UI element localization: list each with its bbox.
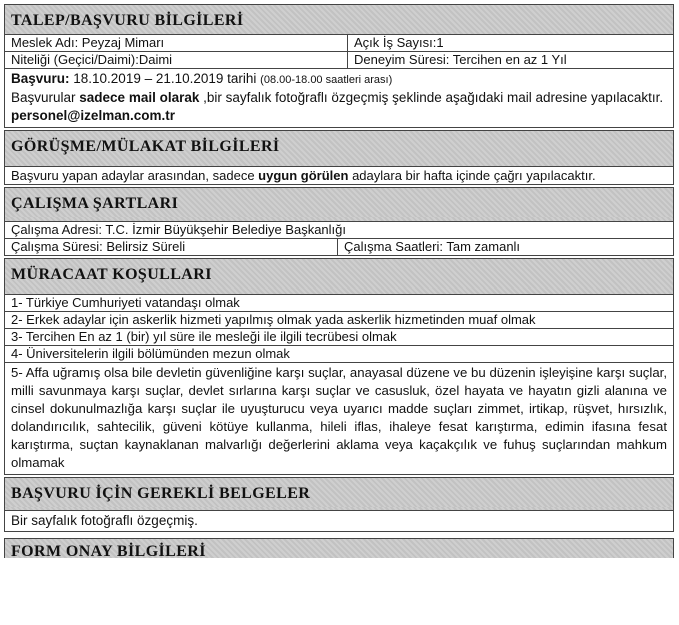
basvuru-info [5,69,673,127]
deneyim-suresi: Deneyim Süresi: Tercihen en az 1 Yıl [354,52,567,67]
section-header-talep: TALEP/BAŞVURU BİLGİLERİ [4,4,674,34]
gorusme-text [5,167,673,184]
section-header-form-onay: FORM ONAY BİLGİLERİ [4,538,674,558]
talep-box [4,34,674,128]
calisma-box [4,221,674,256]
basvuru-instructions [11,89,667,107]
instr-text-2: ,bir sayfalık fotoğraflı özgeçmiş şeklinde aşağıdaki mail adresine yapılacaktır. [199,90,664,105]
section-header-calisma: ÇALIŞMA ŞARTLARI [4,187,674,217]
gorusme-text-1: Başvuru yapan adaylar arasından, sadece [11,168,259,183]
calisma-saatleri: Çalışma Saatleri: Tam zamanlı [344,239,521,254]
condition-4: 4- Üniversitelerin ilgili bölümünden mezun olmak [5,346,673,363]
instr-text-1: Başvurular [11,90,80,105]
belgeler-text: Bir sayfalık fotoğraflı özgeçmiş. [11,513,198,528]
section-header-gorusme: GÖRÜŞME/MÜLAKAT BİLGİLERİ [4,130,674,160]
basvuru-hours: (08.00-18.00 saatleri arası) [260,74,393,86]
condition-1: 1- Türkiye Cumhuriyeti vatandaşı olmak [5,295,673,312]
talep-row-1 [5,35,673,52]
acik-is-sayisi: Açık İş Sayısı:1 [354,35,444,50]
niteligi: Niteliği (Geçici/Daimi):Daimi [5,52,348,68]
calisma-suresi: Çalışma Süresi: Belirsiz Süreli [5,239,338,255]
job-posting-form [4,4,674,558]
talep-row-2 [5,52,673,69]
condition-2: 2- Erkek adaylar için askerlik hizmeti yapılmış olmak yada askerlik hizmetinden muaf olmak [5,312,673,329]
basvuru-label: Başvuru: [11,71,70,86]
calisma-adresi: Çalışma Adresi: T.C. İzmir Büyükşehir Belediye Başkanlığı [11,222,347,237]
email-address[interactable]: personel@izelman.com.tr [11,108,175,123]
muracaat-box [4,294,674,475]
calisma-row-2 [5,239,673,255]
gorusme-text-bold: uygun görülen [258,168,349,183]
gorusme-text-2: adaylara bir hafta içinde çağrı yapılacaktır. [348,168,596,183]
basvuru-dates: 18.10.2019 – 21.10.2019 tarihi [69,71,261,86]
meslek-adi: Meslek Adı: Peyzaj Mimarı [5,35,348,51]
instr-text-bold: sadece mail olarak [79,90,200,105]
condition-5: 5- Affa uğramış olsa bile devletin güvenliğine karşı suçlar, anayasal düzene ve bu düzenin işleyişine karşı suçlar, milli savunmaya karşı suçlar, devlet sırlarına karşı suçlar ve casusluk, özel hayata ve hayatın gizli alanına ve cinsel dokunulmazlığa karşı suçlar ile uyuşturucu veya uyarıcı madde suçları zimmet, irtikap, rüşvet, hırsızlık, dolandırıcılık, sahtecilik, güveni kötüye kullanma, hileli iflas, ihaleye fesat karıştırma, edimin ifasına fesat karıştırma, suçtan kaynaklanan malvarlığı değerlerini aklama veya kaçakçılık ve fuhuş suçlarından mahkum olmamak [11,365,667,470]
condition-3: 3- Tercihen En az 1 (bir) yıl süre ile mesleği ile ilgili tecrübesi olmak [5,329,673,346]
belgeler-box [4,510,674,532]
calisma-row-1 [5,222,673,239]
basvuru-dates-line [11,70,667,89]
section-header-belgeler: BAŞVURU İÇİN GEREKLİ BELGELER [4,477,674,507]
section-header-muracaat: MÜRACAAT KOŞULLARI [4,258,674,288]
gorusme-box [4,166,674,185]
